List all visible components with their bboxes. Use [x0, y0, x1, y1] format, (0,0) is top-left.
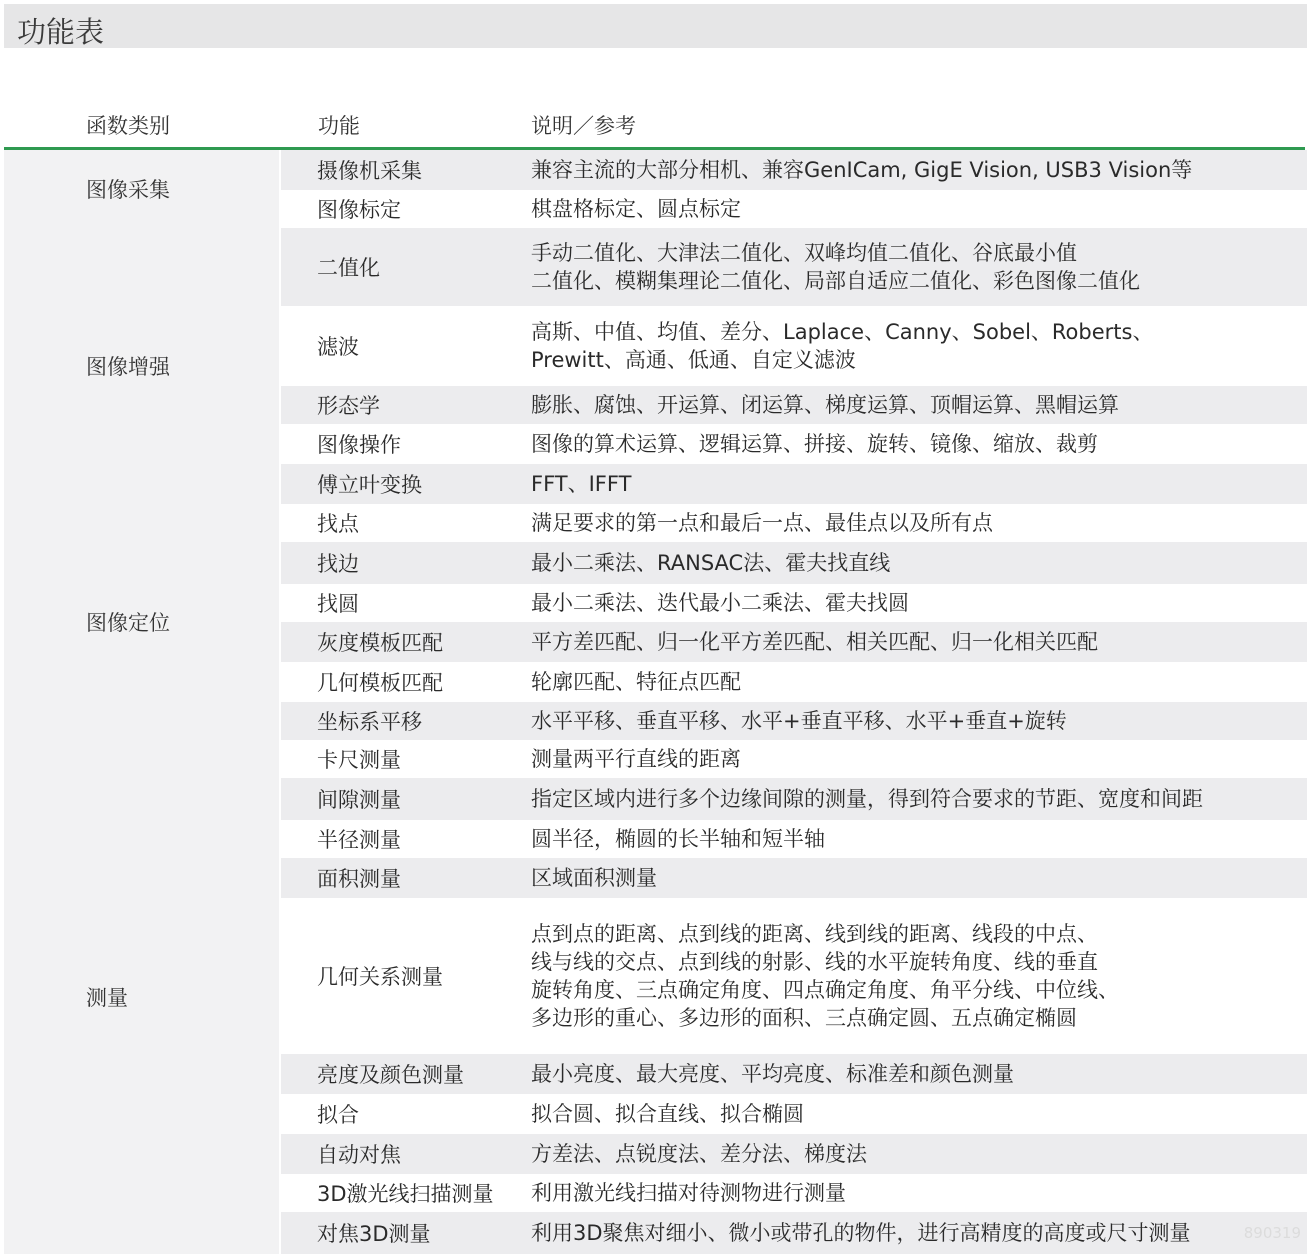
description-cell: 高斯、中值、均值、差分、Laplace、Canny、Sobel、Roberts、 Prewitt、高通、低通、自定义滤波 — [531, 320, 1154, 372]
description-cell: 平方差匹配、归一化平方差匹配、相关匹配、归一化相关匹配 — [531, 630, 1098, 654]
description-cell: 利用激光线扫描对待测物进行测量 — [531, 1181, 846, 1205]
function-cell: 面积测量 — [317, 867, 401, 891]
description-cell: 水平平移、垂直平移、水平+垂直平移、水平+垂直+旋转 — [531, 709, 1067, 733]
table-row — [281, 1094, 1307, 1134]
category-group — [4, 504, 1307, 740]
table-row — [281, 190, 1307, 228]
function-cell: 几何模板匹配 — [317, 671, 443, 695]
description-cell: 最小二乘法、RANSAC法、霍夫找直线 — [531, 551, 891, 575]
table-row — [281, 1212, 1307, 1254]
function-cell: 找边 — [317, 552, 359, 576]
table-row — [281, 702, 1307, 740]
function-cell: 半径测量 — [317, 828, 401, 852]
description-cell: 方差法、点锐度法、差分法、梯度法 — [531, 1142, 867, 1166]
description-cell: 满足要求的第一点和最后一点、最佳点以及所有点 — [531, 511, 993, 535]
function-rows — [281, 504, 1307, 740]
function-cell: 找圆 — [317, 592, 359, 616]
header-function: 功能 — [318, 114, 360, 138]
table-row — [281, 542, 1307, 584]
table-row — [281, 150, 1307, 190]
function-rows — [281, 740, 1307, 1254]
function-cell: 找点 — [317, 512, 359, 536]
description-cell: 膨胀、腐蚀、开运算、闭运算、梯度运算、顶帽运算、黑帽运算 — [531, 393, 1119, 417]
function-cell: 几何关系测量 — [317, 965, 443, 989]
table-row — [281, 424, 1307, 464]
function-cell: 拟合 — [317, 1103, 359, 1127]
function-cell: 傅立叶变换 — [317, 473, 422, 497]
category-cell: 图像定位 — [4, 504, 279, 740]
function-cell: 3D激光线扫描测量 — [317, 1182, 494, 1206]
page-title: 功能表 — [17, 15, 105, 49]
description-cell: 最小亮度、最大亮度、平均亮度、标准差和颜色测量 — [531, 1062, 1014, 1086]
function-cell: 灰度模板匹配 — [317, 631, 443, 655]
description-cell: 手动二值化、大津法二值化、双峰均值二值化、谷底最小值 二值化、模糊集理论二值化、局部自适应二值化、彩色图像二值化 — [531, 241, 1140, 293]
description-cell: 拟合圆、拟合直线、拟合椭圆 — [531, 1102, 804, 1126]
function-cell: 间隙测量 — [317, 788, 401, 812]
watermark: 890319 — [1243, 1224, 1301, 1242]
category-cell: 图像增强 — [4, 228, 279, 504]
description-cell: 指定区域内进行多个边缘间隙的测量，得到符合要求的节距、宽度和间距 — [531, 787, 1203, 811]
description-cell: 兼容主流的大部分相机、兼容GenICam, GigE Vision, USB3 Vision等 — [531, 158, 1193, 182]
description-cell: 区域面积测量 — [531, 866, 657, 890]
category-group — [4, 740, 1307, 1254]
category-cell: 测量 — [4, 740, 279, 1254]
function-rows — [281, 150, 1307, 228]
table-row — [281, 386, 1307, 424]
description-cell: 图像的算术运算、逻辑运算、拼接、旋转、镜像、缩放、裁剪 — [531, 432, 1098, 456]
table-row — [281, 228, 1307, 306]
function-cell: 二值化 — [317, 256, 380, 280]
table-row — [281, 778, 1307, 820]
function-rows — [281, 228, 1307, 504]
function-cell: 亮度及颜色测量 — [317, 1063, 464, 1087]
function-table — [4, 150, 1307, 1254]
description-cell: 点到点的距离、点到线的距离、线到线的距离、线段的中点、 线与线的交点、点到线的射影、线的水平旋转角度、线的垂直 旋转角度、三点确定角度、四点确定角度、角平分线、中位线、 多边形的重心、多边形的面积、三点确定圆、五点确定椭圆 — [531, 922, 1119, 1030]
function-cell: 形态学 — [317, 394, 380, 418]
function-cell: 自动对焦 — [317, 1143, 401, 1167]
function-cell: 卡尺测量 — [317, 748, 401, 772]
function-cell: 滤波 — [317, 335, 359, 359]
description-cell: 利用3D聚焦对细小、微小或带孔的物件，进行高精度的高度或尺寸测量 — [531, 1221, 1191, 1245]
description-cell: 测量两平行直线的距离 — [531, 747, 741, 771]
function-cell: 坐标系平移 — [317, 710, 422, 734]
function-cell: 图像操作 — [317, 433, 401, 457]
table-row — [281, 858, 1307, 898]
table-row — [281, 584, 1307, 622]
function-cell: 图像标定 — [317, 198, 401, 222]
description-cell: 圆半径，椭圆的长半轴和短半轴 — [531, 827, 825, 851]
table-row — [281, 820, 1307, 858]
description-cell: 棋盘格标定、圆点标定 — [531, 197, 741, 221]
table-row — [281, 898, 1307, 1054]
table-row — [281, 740, 1307, 778]
function-cell: 对焦3D测量 — [317, 1222, 431, 1246]
description-cell: 轮廓匹配、特征点匹配 — [531, 670, 741, 694]
description-cell: 最小二乘法、迭代最小二乘法、霍夫找圆 — [531, 591, 909, 615]
description-cell: FFT、IFFT — [531, 472, 632, 496]
table-row — [281, 504, 1307, 542]
table-row — [281, 622, 1307, 662]
table-row — [281, 306, 1307, 386]
title-bar — [4, 4, 1307, 48]
table-row — [281, 662, 1307, 702]
category-group — [4, 150, 1307, 228]
category-group — [4, 228, 1307, 504]
table-row — [281, 1054, 1307, 1094]
header-description: 说明／参考 — [531, 114, 636, 138]
function-cell: 摄像机采集 — [317, 159, 422, 183]
table-row — [281, 1134, 1307, 1174]
table-row — [281, 464, 1307, 504]
category-cell: 图像采集 — [4, 150, 279, 228]
header-category: 函数类别 — [86, 114, 170, 138]
table-row — [281, 1174, 1307, 1212]
